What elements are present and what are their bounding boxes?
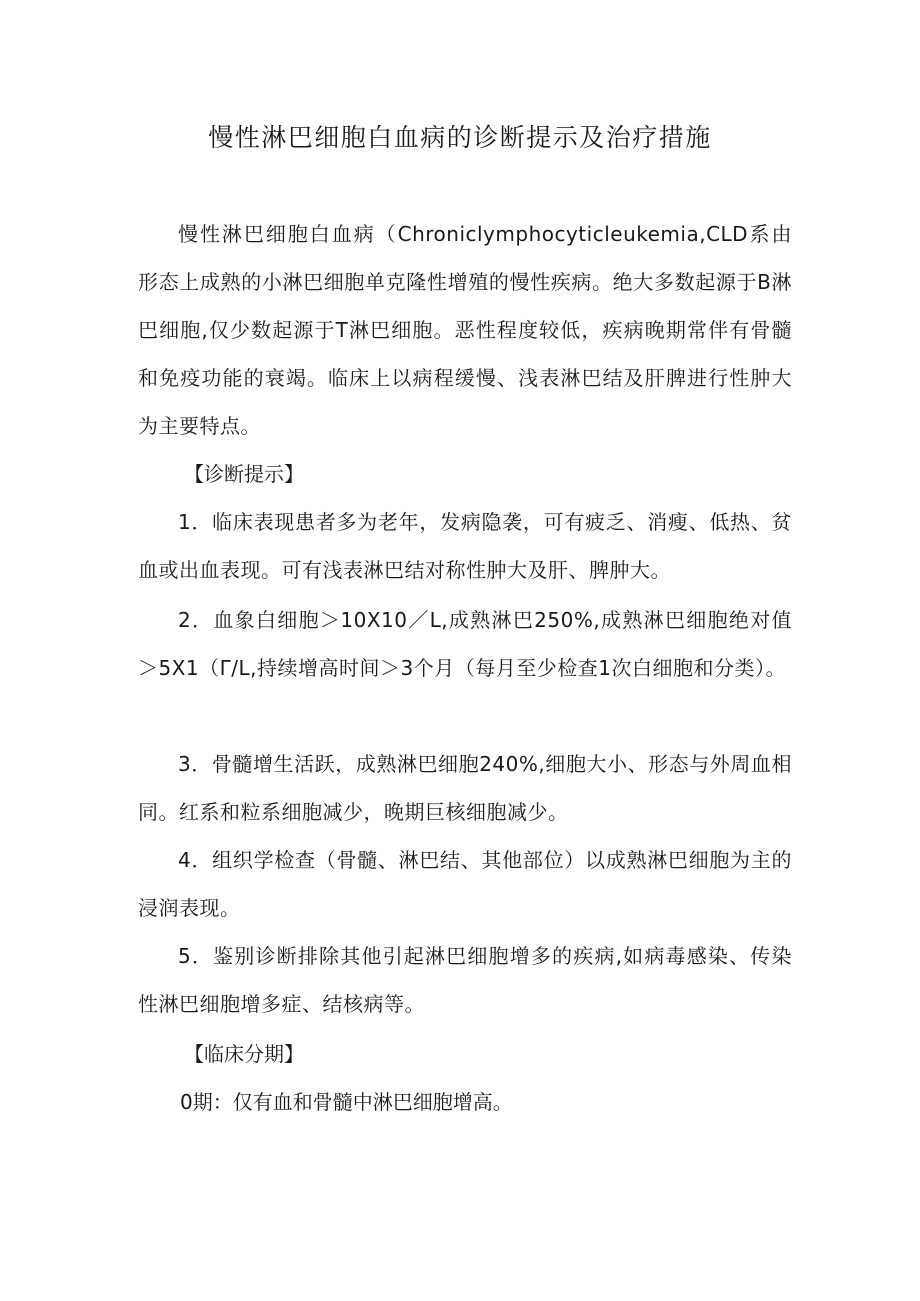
intro-paragraph: 慢性淋巴细胞白血病（Chroniclymphocyticleukemia,CLD系由形态上成熟的小淋巴细胞单克隆性增殖的慢性疾病。绝大多数起源于B淋巴细胞,仅少数起源于T淋巴细胞。恶性程度较低，疾病晚期常伴有骨髓和免疫功能的衰竭。临床上以病程缓慢、浅表淋巴结及肝脾进行性肿大为主要特点。: [138, 222, 792, 438]
diagnosis-item-3: 3．骨髓增生活跃，成熟淋巴细胞240%,细胞大小、形态与外周血相同。红系和粒系细胞减少，晚期巨核细胞减少。: [138, 752, 792, 824]
section-heading-staging: 【临床分期】: [184, 1042, 304, 1066]
diagnosis-item-5: 5．鉴别诊断排除其他引起淋巴细胞增多的疾病,如病毒感染、传染性淋巴细胞增多症、结核病等。: [138, 944, 792, 1016]
diagnosis-item-2: 2．血象白细胞＞10X10／L,成熟淋巴250%,成熟淋巴细胞绝对值＞5X1（Γ/L,持续增高时间＞3个月（每月至少检查1次白细胞和分类）。: [138, 608, 792, 680]
diagnosis-item-4: 4．组织学检查（骨髓、淋巴结、其他部位）以成熟淋巴细胞为主的浸润表现。: [138, 848, 792, 920]
diagnosis-item-1: 1．临床表现患者多为老年，发病隐袭，可有疲乏、消瘦、低热、贫血或出血表现。可有浅表淋巴结对称性肿大及肝、脾肿大。: [138, 510, 792, 582]
section-heading-diagnosis: 【诊断提示】: [184, 462, 304, 486]
document-title: 慢性淋巴细胞白血病的诊断提示及治疗措施: [208, 123, 712, 152]
stage-0-line: 0期：仅有血和骨髓中淋巴细胞增高。: [180, 1090, 513, 1114]
